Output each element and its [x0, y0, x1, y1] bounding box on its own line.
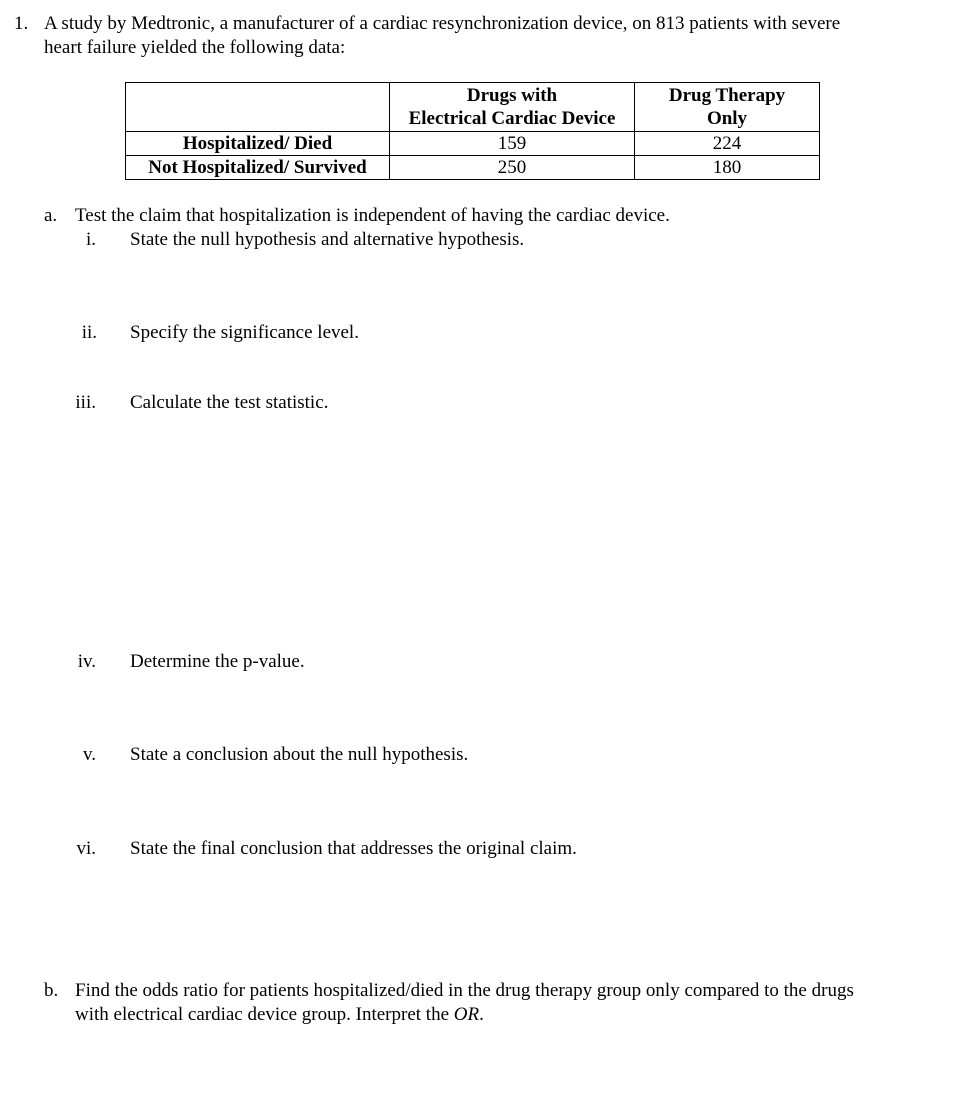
part-b-line-2-prefix: with electrical cardiac device group. Interpret the — [75, 1004, 454, 1025]
part-b-label: b. — [44, 980, 59, 1001]
item-number: iii. — [75, 392, 96, 413]
table-row — [126, 132, 820, 156]
item-number: ii. — [81, 322, 97, 343]
row-label: Hospitalized/ Died — [126, 132, 390, 156]
table-corner-cell — [126, 83, 390, 132]
item-number: i. — [85, 229, 96, 250]
header-drug-only — [635, 83, 820, 132]
cell-device: 159 — [390, 132, 635, 156]
data-table — [125, 82, 820, 180]
header-drug-only-line-2: Only — [706, 108, 748, 129]
item-number: iv. — [77, 651, 96, 672]
part-b-text-line-1: Find the odds ratio for patients hospitalized/died in the drug therapy group only compared to the drugs — [75, 980, 854, 1001]
question-number: 1. — [14, 13, 29, 34]
item-text: State the final conclusion that addresses the original claim. — [130, 838, 577, 859]
odds-ratio-abbrev: OR — [453, 1004, 480, 1025]
cell-device: 250 — [390, 156, 635, 180]
question-text-line-1: A study by Medtronic, a manufacturer of a cardiac resynchronization device, on 813 patients with severe — [44, 13, 841, 34]
table-row — [126, 156, 820, 180]
item-number: vi. — [76, 838, 96, 859]
part-a-label: a. — [44, 205, 58, 226]
item-text: Specify the significance level. — [130, 322, 359, 343]
row-label: Not Hospitalized/ Survived — [126, 156, 390, 180]
item-number: v. — [82, 744, 96, 765]
cell-drug-only: 180 — [635, 156, 820, 180]
header-device-line-1: Drugs with — [466, 85, 558, 106]
part-b-line-2-suffix: . — [479, 1004, 484, 1025]
item-text: State a conclusion about the null hypothesis. — [130, 744, 469, 765]
item-text: Determine the p-value. — [130, 651, 305, 672]
question-text-line-2: heart failure yielded the following data: — [44, 37, 346, 58]
header-device — [390, 83, 635, 132]
header-drug-only-line-1: Drug Therapy — [668, 85, 786, 106]
cell-drug-only: 224 — [635, 132, 820, 156]
item-text: Calculate the test statistic. — [130, 392, 329, 413]
table-header-row — [126, 83, 820, 132]
header-device-line-2: Electrical Cardiac Device — [408, 108, 616, 129]
part-b-text-line-2 — [75, 1003, 484, 1027]
item-text: State the null hypothesis and alternative hypothesis. — [130, 229, 525, 250]
part-a-text: Test the claim that hospitalization is independent of having the cardiac device. — [75, 205, 670, 226]
